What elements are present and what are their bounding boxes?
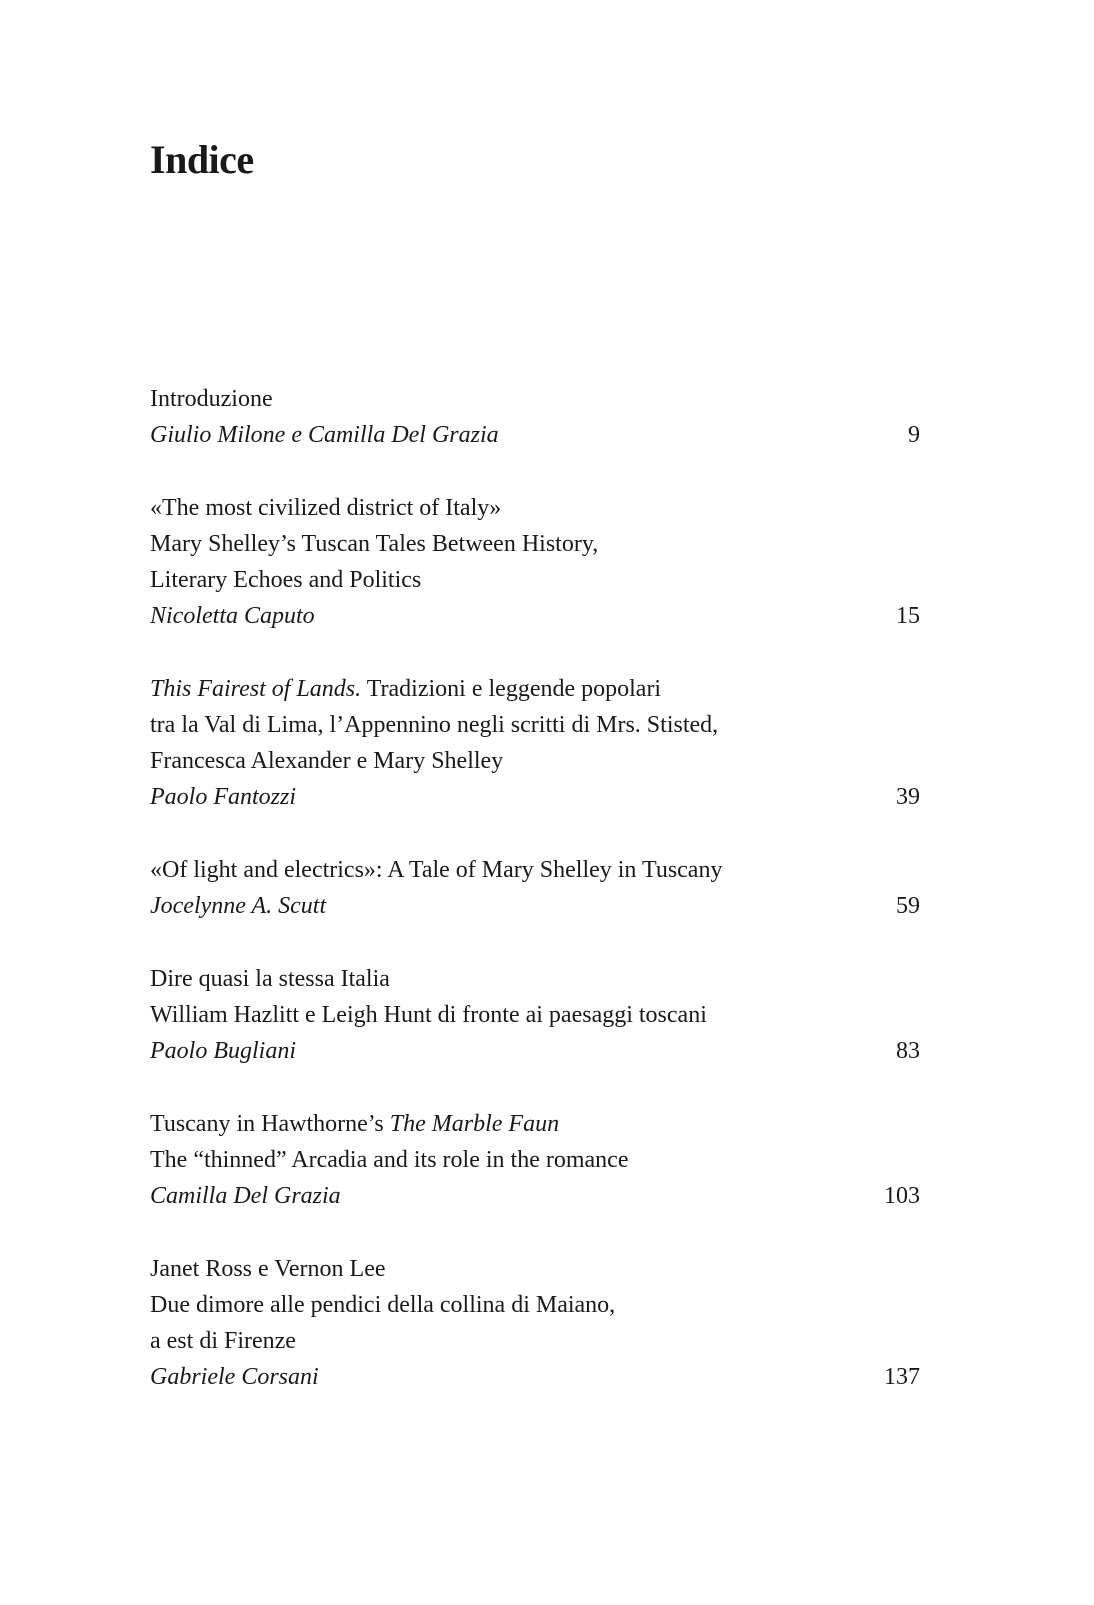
toc-entry-subtitle: a est di Firenze: [150, 1328, 296, 1354]
table-of-contents: [150, 381, 920, 1432]
toc-entry: [150, 1251, 920, 1395]
toc-entry-subtitle: Literary Echoes and Politics: [150, 567, 422, 593]
toc-entry-title: Dire quasi la stessa Italia: [150, 966, 390, 992]
toc-author: Camilla Del Grazia: [150, 1183, 341, 1209]
toc-entry-title: «Of light and electrics»: A Tale of Mary Shelley in Tuscany: [150, 857, 723, 883]
toc-author-row: [150, 1359, 920, 1395]
toc-page-number: 103: [884, 1183, 920, 1209]
toc-entry: [150, 671, 920, 815]
toc-author-row: [150, 1178, 920, 1214]
toc-page-number: 15: [896, 603, 920, 629]
toc-entry-subtitle: Due dimore alle pendici della collina di Maiano,: [150, 1292, 616, 1318]
toc-author: Giulio Milone e Camilla Del Grazia: [150, 422, 499, 448]
toc-author: Paolo Bugliani: [150, 1038, 296, 1064]
toc-author-row: [150, 1033, 920, 1069]
toc-page-number: 9: [908, 422, 920, 448]
toc-page-number: 59: [896, 893, 920, 919]
toc-entry-title: «The most civilized district of Italy»: [150, 495, 502, 521]
toc-entry: [150, 490, 920, 634]
toc-entry-title: [150, 1106, 920, 1142]
toc-entry-subtitle: Francesca Alexander e Mary Shelley: [150, 748, 504, 774]
toc-entry-title: Janet Ross e Vernon Lee: [150, 1256, 386, 1282]
toc-entry-title-italic: The Marble Faun: [389, 1111, 560, 1137]
toc-entry: [150, 852, 920, 924]
toc-entry: [150, 381, 920, 453]
toc-entry: [150, 961, 920, 1069]
page-title: Indice: [150, 137, 254, 182]
toc-page-number: 39: [896, 784, 920, 810]
toc-entry-title-italic: This Fairest of Lands.: [150, 676, 362, 702]
toc-page-number: 83: [896, 1038, 920, 1064]
toc-entry-title-plain: Tuscany in Hawthorne’s: [150, 1111, 390, 1137]
toc-entry-title: Introduzione: [150, 386, 273, 412]
toc-author: Paolo Fantozzi: [150, 784, 297, 810]
toc-author-row: [150, 888, 920, 924]
toc-entry: [150, 1106, 920, 1214]
toc-author: Nicoletta Caputo: [150, 603, 315, 629]
toc-author: Jocelynne A. Scutt: [150, 893, 327, 919]
toc-page-number: 137: [884, 1364, 920, 1390]
toc-author-row: [150, 417, 920, 453]
toc-entry-title-rest: Tradizioni e leggende popolari: [361, 676, 662, 702]
toc-entry-subtitle: The “thinned” Arcadia and its role in the romance: [150, 1147, 629, 1173]
toc-entry-title: [150, 671, 920, 707]
toc-author-row: [150, 779, 920, 815]
toc-entry-subtitle: Mary Shelley’s Tuscan Tales Between History,: [150, 531, 599, 557]
toc-entry-subtitle: William Hazlitt e Leigh Hunt di fronte ai paesaggi toscani: [150, 1002, 707, 1028]
toc-author: Gabriele Corsani: [150, 1364, 319, 1390]
toc-entry-subtitle: tra la Val di Lima, l’Appennino negli scritti di Mrs. Stisted,: [150, 712, 719, 738]
toc-author-row: [150, 598, 920, 634]
